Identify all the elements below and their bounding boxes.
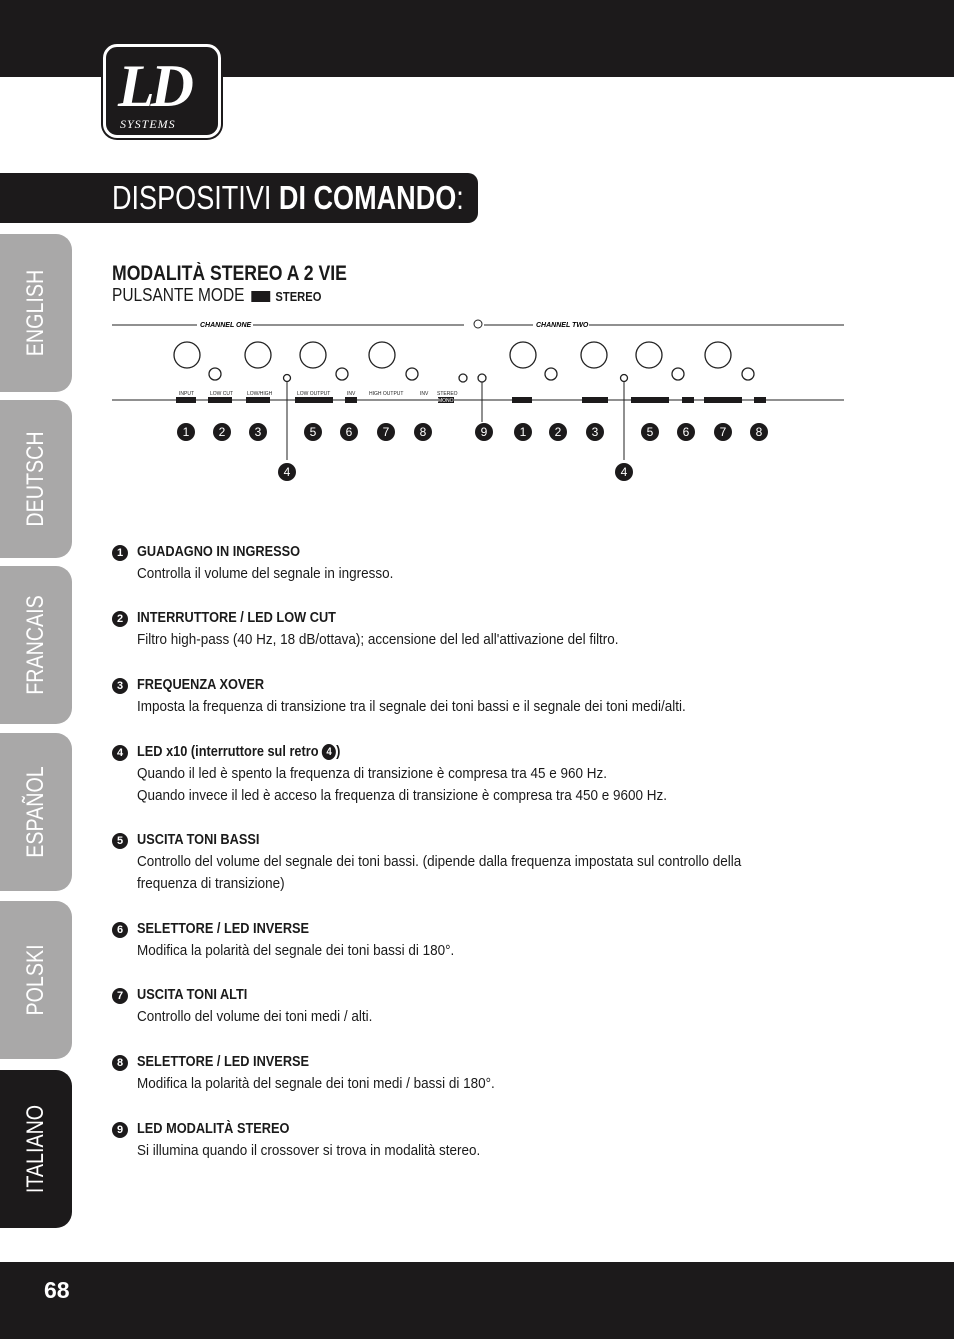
- tab-english[interactable]: ENGLISH: [0, 234, 72, 392]
- svg-text:INV: INV: [347, 391, 356, 397]
- item-title: USCITA TONI BASSI: [137, 832, 260, 848]
- svg-text:LOW CUT: LOW CUT: [210, 391, 234, 397]
- svg-text:1: 1: [519, 425, 527, 439]
- item-title: FREQUENZA XOVER: [137, 677, 265, 693]
- item-body: Si illumina quando il crossover si trova in modalità stereo.: [137, 1143, 481, 1159]
- item-body: Modifica la polarità del segnale dei toni medi / bassi di 180°.: [137, 1076, 495, 1092]
- item-body: Quando il led è spento la frequenza di transizione è compresa tra 45 e 960 Hz. Quando invece il led è acceso la frequenza di transizione è compresa tra 450 e 9600 Hz.: [137, 766, 667, 804]
- item-title: SELETTORE / LED INVERSE: [137, 921, 310, 937]
- title-bar: [0, 173, 478, 223]
- footer-bar: [0, 1262, 954, 1339]
- svg-text:INV: INV: [420, 391, 429, 397]
- item-title: LED MODALITÀ STEREO: [137, 1121, 290, 1137]
- tab-francais[interactable]: FRANCAIS: [0, 566, 72, 724]
- svg-text:7: 7: [382, 425, 390, 439]
- tab-italiano[interactable]: ITALIANO: [0, 1070, 72, 1228]
- item-number: 9: [112, 1122, 128, 1138]
- mode-button-icon: [251, 291, 270, 302]
- svg-text:CHANNEL ONE: CHANNEL ONE: [200, 322, 252, 329]
- ld-systems-logo: [103, 44, 221, 138]
- svg-text:CHANNEL TWO: CHANNEL TWO: [536, 322, 589, 329]
- svg-text:9: 9: [480, 425, 488, 439]
- svg-text:2: 2: [218, 425, 226, 439]
- item-number: 4: [112, 745, 128, 761]
- svg-text:LOW OUTPUT: LOW OUTPUT: [297, 391, 331, 397]
- page-title: DISPOSITIVI DI COMANDO:: [112, 179, 464, 216]
- svg-text:2: 2: [554, 425, 562, 439]
- svg-text:5: 5: [646, 425, 654, 439]
- item-number: 5: [112, 833, 128, 849]
- item-number: 1: [112, 545, 128, 561]
- svg-text:7: 7: [719, 425, 727, 439]
- page-number: 68: [44, 1277, 70, 1303]
- item-title: SELETTORE / LED INVERSE: [137, 1054, 310, 1070]
- svg-text:3: 3: [591, 425, 599, 439]
- item-number: 2: [112, 611, 128, 627]
- tab-polski[interactable]: POLSKI: [0, 901, 72, 1059]
- item-title: LED x10 (interruttore sul retro 4 ): [137, 744, 341, 760]
- tab-espanol[interactable]: ESPAÑOL: [0, 733, 72, 891]
- svg-text:4: 4: [283, 465, 291, 479]
- item-number: 8: [112, 1055, 128, 1071]
- item-body: Modifica la polarità del segnale dei toni bassi di 180°.: [137, 943, 455, 959]
- item-body: Imposta la frequenza di transizione tra il segnale dei toni bassi e il segnale dei toni medi/alti.: [137, 699, 686, 715]
- svg-text:4: 4: [620, 465, 628, 479]
- section-heading: MODALITÀ STEREO A 2 VIE: [112, 262, 347, 285]
- item-body: Controllo del volume dei toni medi / alti.: [137, 1009, 373, 1025]
- svg-text:LOW/HIGH: LOW/HIGH: [247, 391, 273, 397]
- svg-text:1: 1: [182, 425, 190, 439]
- item-body: Filtro high-pass (40 Hz, 18 dB/ottava); accensione del led all'attivazione del filtro.: [137, 632, 619, 648]
- svg-text:8: 8: [419, 425, 427, 439]
- svg-text:STEREO: STEREO: [437, 391, 458, 397]
- item-number: 7: [112, 988, 128, 1004]
- item-number: 3: [112, 678, 128, 694]
- svg-text:HIGH OUTPUT: HIGH OUTPUT: [369, 391, 404, 397]
- svg-text:3: 3: [254, 425, 262, 439]
- svg-text:8: 8: [755, 425, 763, 439]
- item-title: GUADAGNO IN INGRESSO: [137, 544, 301, 560]
- tab-deutsch[interactable]: DEUTSCH: [0, 400, 72, 558]
- logo-sub: SYSTEMS: [120, 117, 176, 131]
- item-body: Controlla il volume del segnale in ingresso.: [137, 566, 394, 582]
- svg-text:6: 6: [345, 425, 353, 439]
- svg-text:6: 6: [682, 425, 690, 439]
- mode-line: PULSANTE MODE STEREO: [112, 285, 322, 305]
- item-title: USCITA TONI ALTI: [137, 987, 248, 1003]
- item-body: Controllo del volume del segnale dei toni bassi. (dipende dalla frequenza impostata sul controllo della frequenza di transizione): [137, 854, 742, 892]
- control-panel-diagram: [112, 318, 847, 488]
- logo-text: LD: [118, 53, 190, 119]
- item-number: 6: [112, 922, 128, 938]
- item-title: INTERRUTTORE / LED LOW CUT: [137, 610, 336, 626]
- svg-text:INPUT: INPUT: [179, 391, 194, 397]
- svg-text:MONO: MONO: [438, 398, 454, 404]
- svg-text:5: 5: [309, 425, 317, 439]
